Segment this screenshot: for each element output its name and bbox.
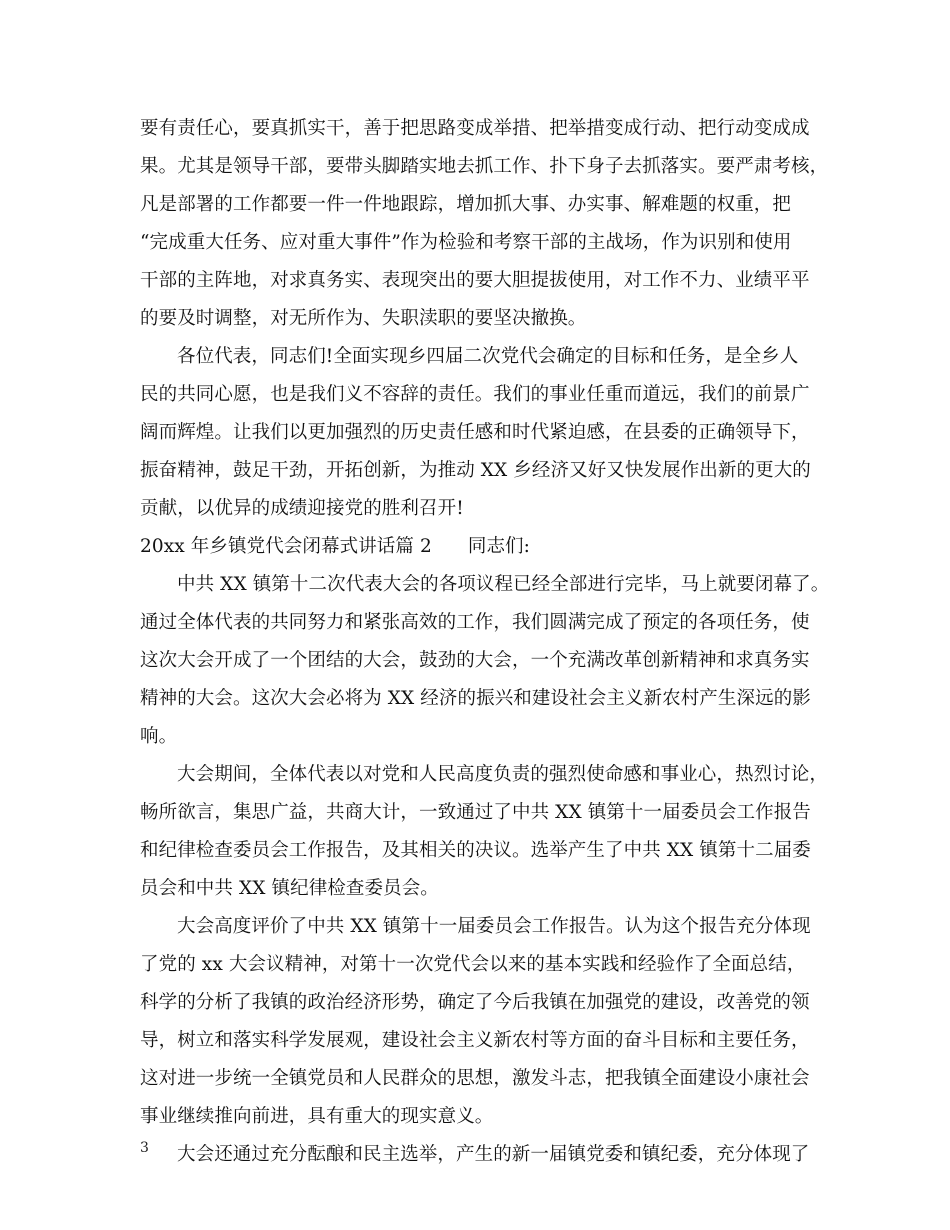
text-line: 贡献，以优异的成绩迎接党的胜利召开! xyxy=(140,498,464,519)
text-line: 大会高度评价了中共 XX 镇第十一届委员会工作报告。认为这个报告充分体现 xyxy=(177,916,811,937)
text-line: 大会还通过充分酝酿和民主选举，产生的新一届镇党委和镇纪委，充分体现了 xyxy=(177,1144,810,1165)
text-line: 阔而辉煌。让我们以更加强烈的历史责任感和时代紧迫感，在县委的正确领导下， xyxy=(140,422,810,443)
text-line: 和纪律检查委员会工作报告，及其相关的决议。选举产生了中共 XX 镇第十二届委 xyxy=(140,840,811,861)
paragraph xyxy=(140,1136,840,1174)
text-line: 响。 xyxy=(140,726,178,747)
text-line: “完成重大任务、应对重大事件”作为检验和考察干部的主战场，作为识别和使用 xyxy=(140,232,792,253)
paragraph xyxy=(140,110,840,338)
paragraph xyxy=(140,756,840,908)
salutation: 同志们: xyxy=(467,536,530,557)
text-line: 精神的大会。这次大会必将为 XX 经济的振兴和建设社会主义新农村产生深远的影 xyxy=(140,688,811,709)
text-line: 各位代表，同志们!全面实现乡四届二次党代会确定的目标和任务，是全乡人 xyxy=(177,346,799,367)
text-line: 凡是部署的工作都要一件一件地跟踪，增加抓大事、办实事、解难题的权重，把 xyxy=(140,194,792,215)
text-line: 这次大会开成了一个团结的大会，鼓劲的大会，一个充满改革创新精神和求真务实 xyxy=(140,650,810,671)
text-line: 科学的分析了我镇的政治经济形势，确定了今后我镇在加强党的建设，改善党的领 xyxy=(140,992,810,1013)
text-line: 民的共同心愿，也是我们义不容辞的责任。我们的事业任重而道远，我们的前景广 xyxy=(140,384,810,405)
text-line: 中共 XX 镇第十二次代表大会的各项议程已经全部进行完毕，马上就要闭幕了。 xyxy=(177,574,830,595)
text-line: 果。尤其是领导干部，要带头脚踏实地去抓工作、扑下身子去抓落实。要严肃考核， xyxy=(140,156,829,177)
text-line: 导，树立和落实科学发展观，建设社会主义新农村等方面的奋斗目标和主要任务， xyxy=(140,1030,810,1051)
text-line: 通过全体代表的共同努力和紧张高效的工作，我们圆满完成了预定的各项任务，使 xyxy=(140,612,810,633)
paragraph xyxy=(140,566,840,756)
text-line: 事业继续推向前进，具有重大的现实意义。 xyxy=(140,1106,494,1127)
text-line: 干部的主阵地，对求真务实、表现突出的要大胆提拔使用，对工作不力、业绩平平 xyxy=(140,270,810,291)
document-body xyxy=(140,110,840,1174)
text-line: 振奋精神，鼓足干劲，开拓创新，为推动 XX 乡经济又好又快发展作出新的更大的 xyxy=(140,460,811,481)
text-line: 畅所欲言，集思广益，共商大计，一致通过了中共 XX 镇第十一届委员会工作报告 xyxy=(140,802,811,823)
page-number: 3 xyxy=(140,1140,149,1156)
paragraph xyxy=(140,908,840,1136)
section-heading xyxy=(140,528,840,566)
text-line: 了党的 xx 大会议精神，对第十一次党代会以来的基本实践和经验作了全面总结， xyxy=(140,954,806,975)
text-line: 要有责任心，要真抓实干，善于把思路变成举措、把举措变成行动、把行动变成成 xyxy=(140,118,810,139)
text-line: 这对进一步统一全镇党员和人民群众的思想，激发斗志，把我镇全面建设小康社会 xyxy=(140,1068,810,1089)
text-line: 大会期间，全体代表以对党和人民高度负责的强烈使命感和事业心，热烈讨论， xyxy=(177,764,829,785)
paragraph xyxy=(140,338,840,528)
text-line: 的要及时调整，对无所作为、失职渎职的要坚决撤换。 xyxy=(140,308,587,329)
text-line: 员会和中共 XX 镇纪律检查委员会。 xyxy=(140,878,439,899)
section-title: 20xx 年乡镇党代会闭幕式讲话篇 2 xyxy=(140,536,432,557)
